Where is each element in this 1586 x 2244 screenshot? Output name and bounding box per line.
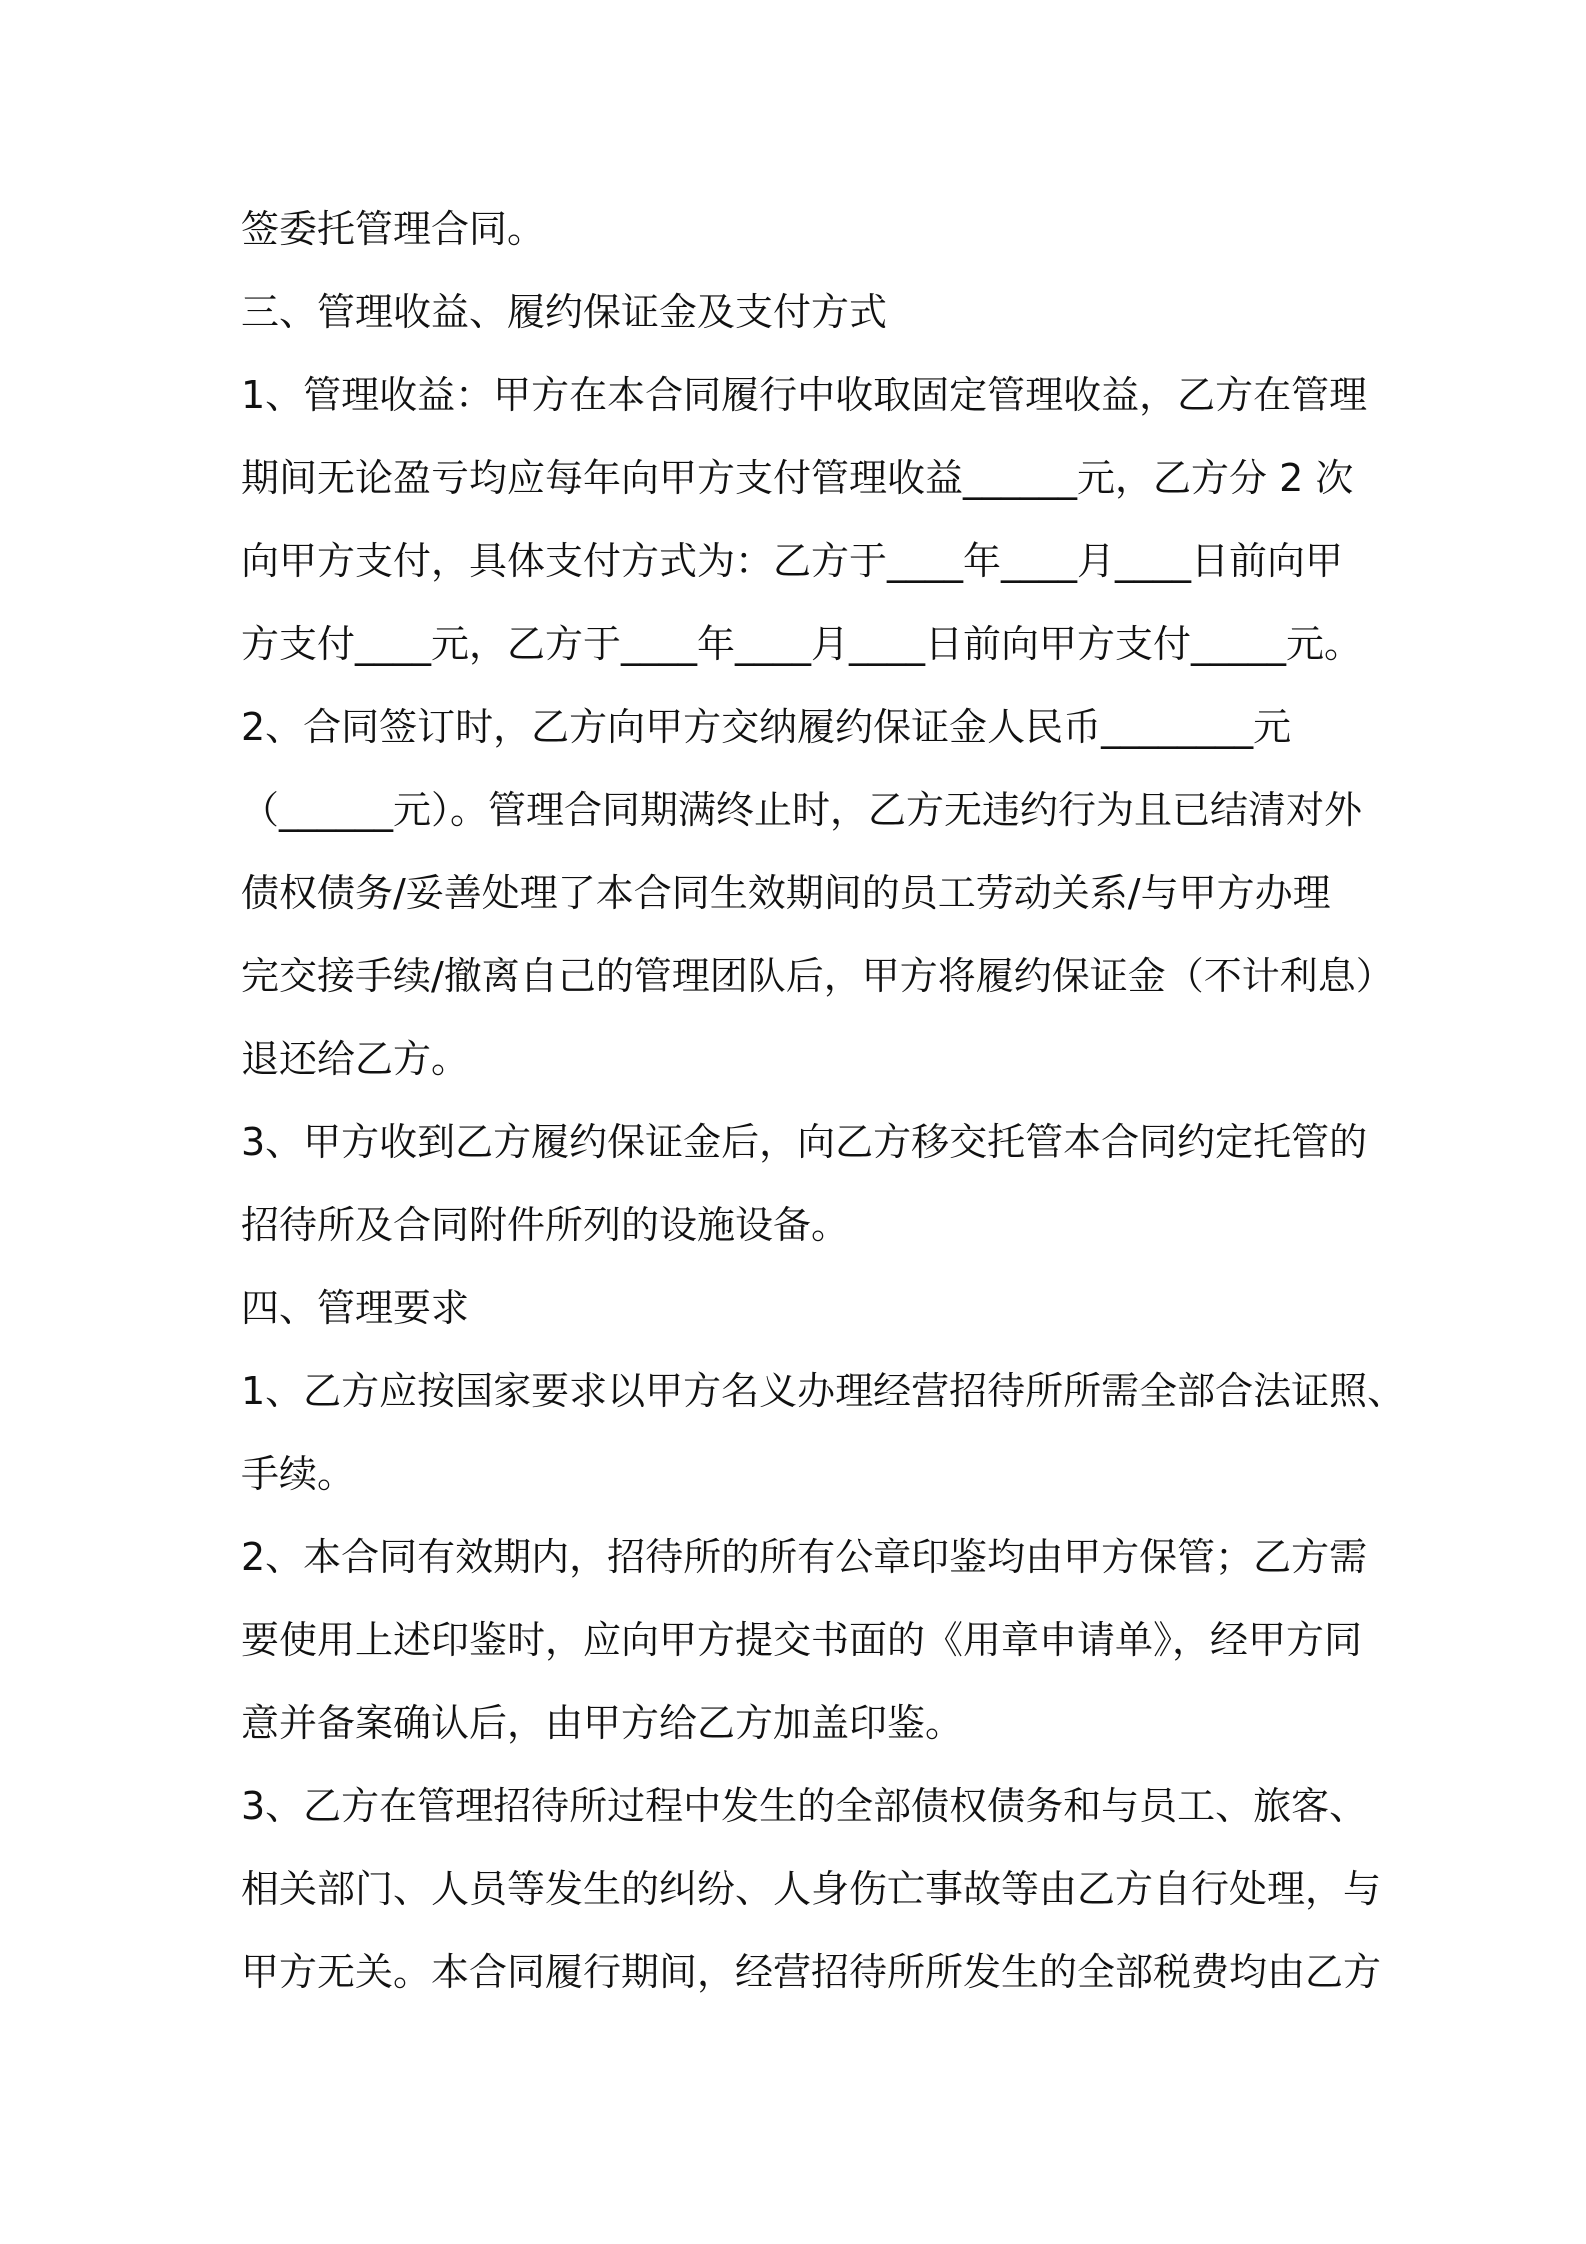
text-line: 招待所及合同附件所列的设施设备。 xyxy=(241,1203,850,1247)
text-line: 手续。 xyxy=(241,1452,356,1496)
section-heading: 三、管理收益、履约保证金及支付方式 xyxy=(241,290,888,334)
text-line: 相关部门、人员等发生的纠纷、人身伤亡事故等由乙方自行处理，与 xyxy=(241,1867,1382,1911)
text-line: 1、乙方应按国家要求以甲方名义办理经营招待所所需全部合法证照、 xyxy=(241,1369,1406,1413)
section-heading: 四、管理要求 xyxy=(241,1286,470,1330)
text-line: 1、管理收益：甲方在本合同履行中收取固定管理收益，乙方在管理 xyxy=(241,373,1368,417)
text-line: 2、合同签订时，乙方向甲方交纳履约保证金人民币________元 xyxy=(241,705,1292,749)
text-line: 向甲方支付，具体支付方式为：乙方于____年____月____日前向甲 xyxy=(241,539,1344,583)
text-line: 甲方无关。本合同履行期间，经营招待所所发生的全部税费均由乙方 xyxy=(241,1950,1382,1994)
text-line: （______元）。管理合同期满终止时，乙方无违约行为且已结清对外 xyxy=(241,788,1363,832)
text-line: 3、乙方在管理招待所过程中发生的全部债权债务和与员工、旅客、 xyxy=(241,1784,1368,1828)
text-line: 2、本合同有效期内，招待所的所有公章印鉴均由甲方保管；乙方需 xyxy=(241,1535,1368,1579)
text-line: 债权债务/妥善处理了本合同生效期间的员工劳动关系/与甲方办理 xyxy=(241,871,1331,915)
text-line: 完交接手续/撤离自己的管理团队后，甲方将履约保证金（不计利息） xyxy=(241,954,1394,998)
text-line: 退还给乙方。 xyxy=(241,1037,470,1081)
text-line: 期间无论盈亏均应每年向甲方支付管理收益______元，乙方分 2 次 xyxy=(241,456,1354,500)
text-line: 3、甲方收到乙方履约保证金后，向乙方移交托管本合同约定托管的 xyxy=(241,1120,1368,1164)
text-line: 要使用上述印鉴时，应向甲方提交书面的《用章申请单》，经甲方同 xyxy=(241,1618,1363,1662)
text-line: 签委托管理合同。 xyxy=(241,207,546,251)
text-line: 方支付____元，乙方于____年____月____日前向甲方支付_____元。 xyxy=(241,622,1363,666)
text-line: 意并备案确认后，由甲方给乙方加盖印鉴。 xyxy=(241,1701,964,1745)
